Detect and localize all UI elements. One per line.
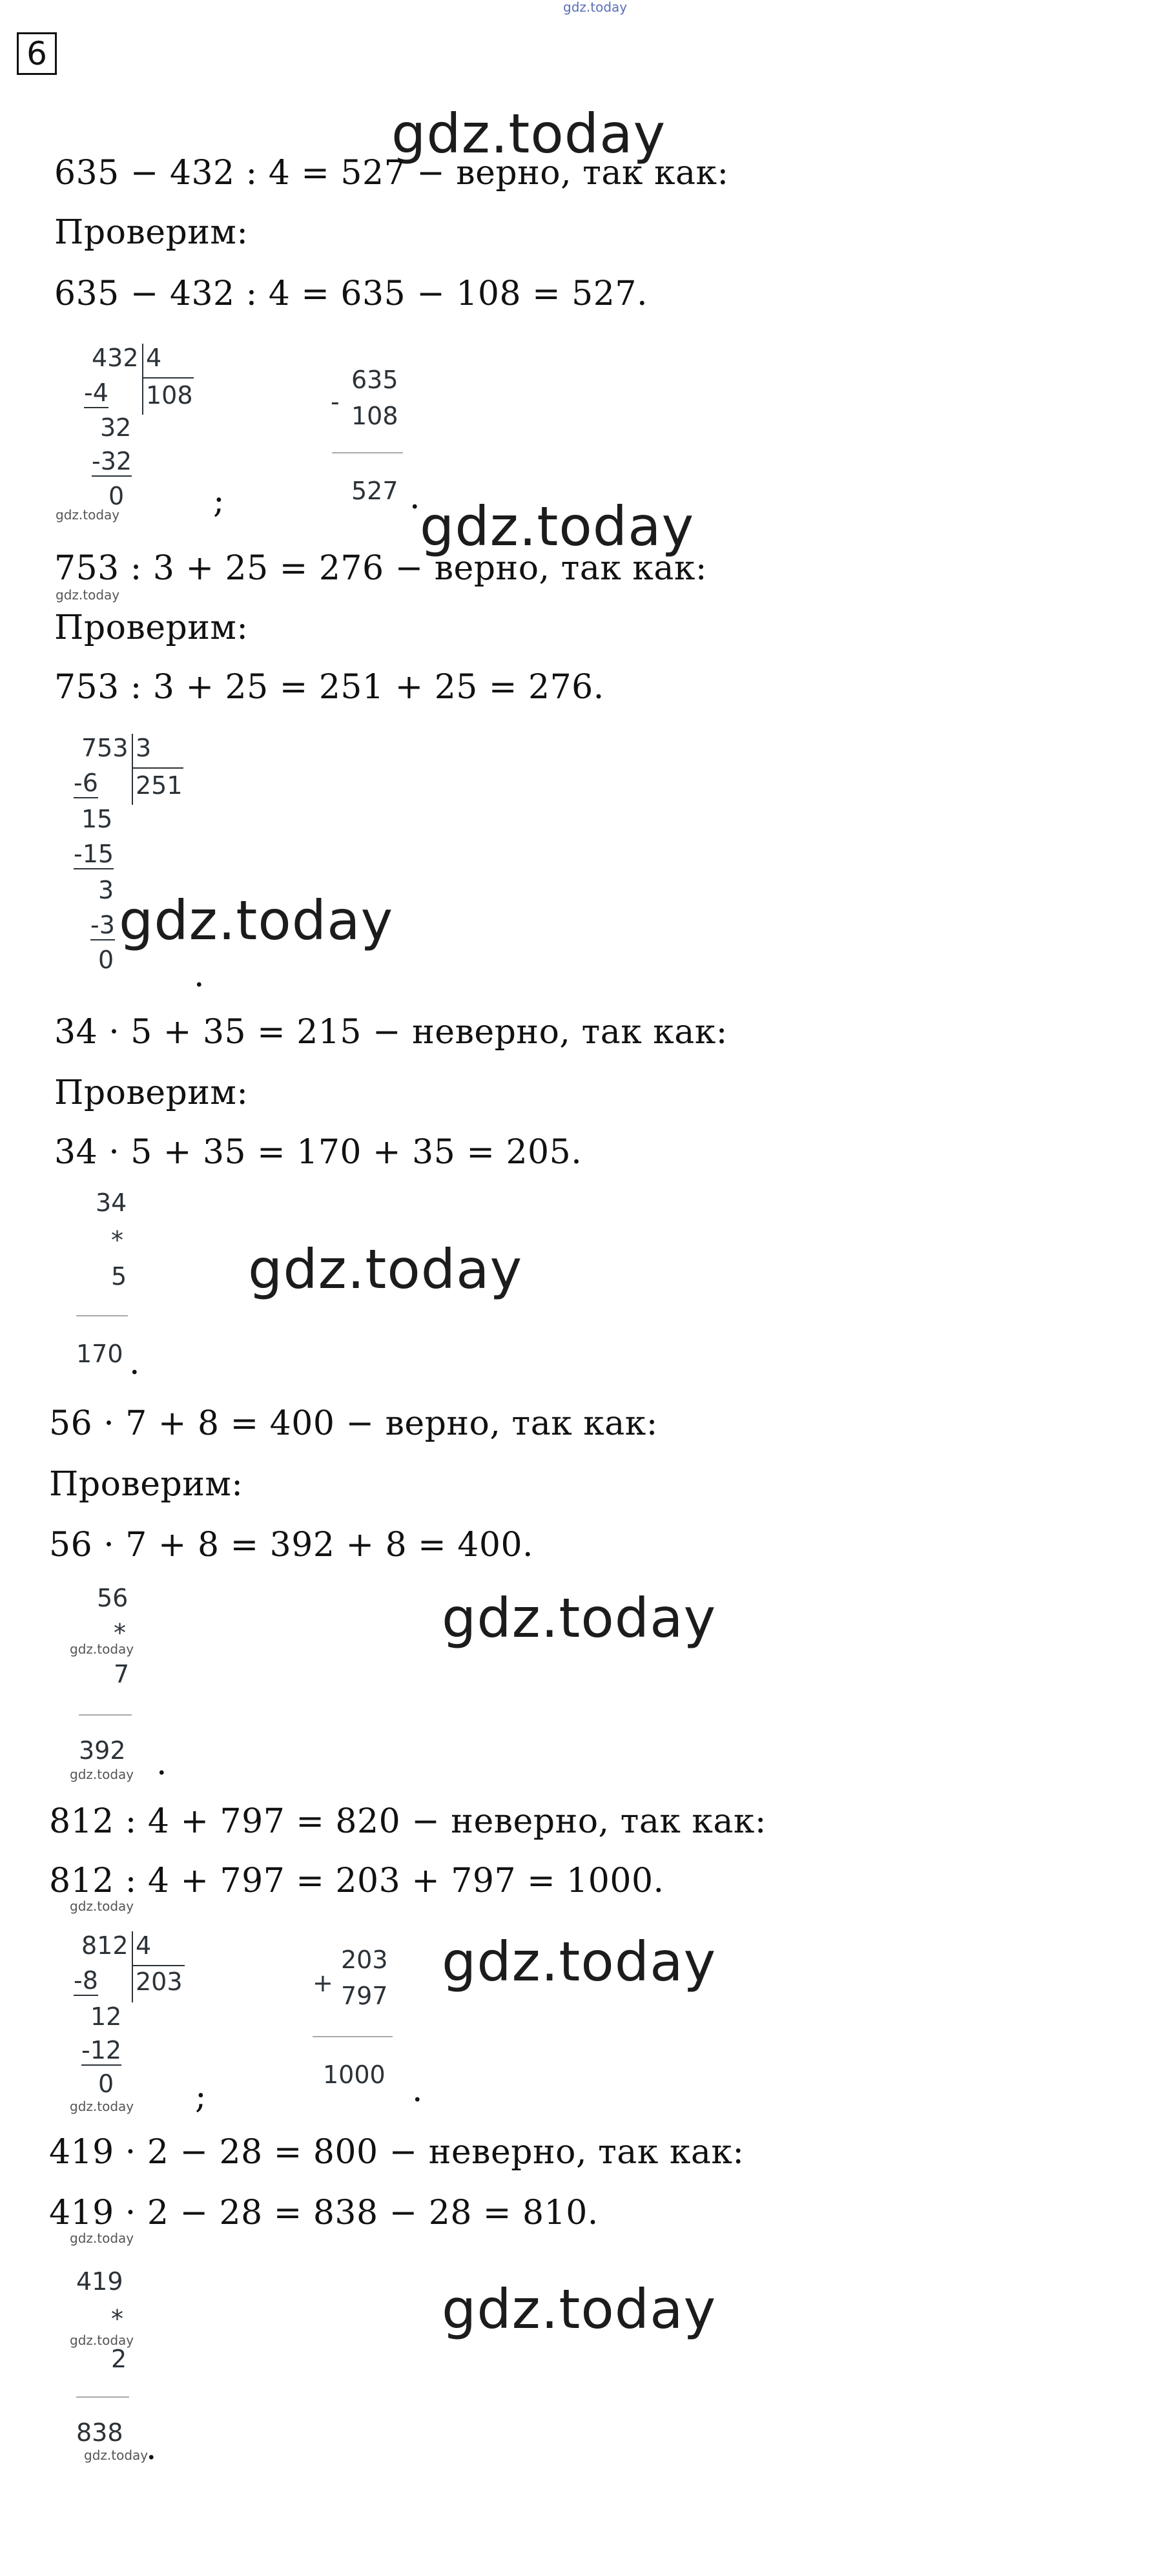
dividend: 812: [81, 1931, 129, 1960]
division-step: 32: [100, 413, 132, 442]
product: 392: [79, 1736, 126, 1765]
factor: 2: [111, 2345, 127, 2373]
division-step: -32: [92, 447, 132, 475]
factor: 5: [111, 1262, 127, 1291]
semicolon: ;: [213, 482, 225, 521]
semicolon: ;: [195, 2077, 207, 2116]
check-label: Проверим:: [54, 1074, 249, 1112]
expression-line: 34 · 5 + 35 = 215 − неверно, так как:: [54, 1013, 728, 1052]
quotient: 251: [136, 771, 183, 800]
dividend: 753: [81, 734, 129, 762]
addend: 203: [341, 1946, 388, 1974]
expression-line: 56 · 7 + 8 = 400 − верно, так как:: [49, 1404, 658, 1443]
expression-line: 812 : 4 + 797 = 820 − неверно, так как:: [49, 1802, 767, 1841]
small-watermark: gdz.today: [70, 2099, 134, 2114]
task-number: 6: [17, 32, 57, 75]
period: .: [129, 1344, 141, 1382]
quotient: 108: [146, 381, 193, 410]
period: .: [409, 478, 421, 517]
factor: 34: [96, 1189, 127, 1217]
operation-sign: *: [114, 1619, 126, 1647]
division-step: 15: [81, 805, 113, 833]
watermark: gdz.today: [442, 1930, 717, 1993]
check-label: Проверим:: [54, 608, 249, 647]
period: .: [156, 1744, 168, 1783]
dividend: 432: [92, 344, 139, 372]
addend: 797: [341, 1982, 388, 2010]
division-step: 0: [108, 482, 125, 510]
operation-sign: *: [111, 1226, 123, 1254]
product: 170: [76, 1340, 123, 1368]
small-watermark: gdz.today: [70, 2332, 134, 2348]
watermark: gdz.today: [442, 1586, 717, 1650]
top-watermark: gdz.today: [563, 0, 628, 15]
divisor: 4: [146, 344, 162, 372]
expression-line: 753 : 3 + 25 = 276 − верно, так как:: [54, 549, 707, 588]
divisor: 4: [136, 1931, 152, 1960]
expression-line: 419 · 2 − 28 = 800 − неверно, так как:: [49, 2133, 745, 2172]
division-step: -4: [84, 379, 108, 407]
check-label: Проверим:: [54, 213, 249, 252]
watermark: gdz.today: [119, 889, 394, 952]
division-step: 3: [98, 876, 114, 904]
check-label: Проверим:: [49, 1465, 243, 1504]
minuend: 635: [351, 366, 398, 394]
small-watermark: gdz.today: [84, 2447, 149, 2463]
check-line: 34 · 5 + 35 = 170 + 35 = 205.: [54, 1133, 582, 1172]
product: 838: [76, 2418, 123, 2447]
period: .: [194, 956, 205, 995]
small-watermark: gdz.today: [70, 2230, 134, 2246]
division-step: -15: [74, 840, 114, 868]
check-line: 753 : 3 + 25 = 251 + 25 = 276.: [54, 668, 604, 707]
division-step: -12: [81, 2036, 122, 2064]
watermark: gdz.today: [420, 495, 695, 558]
subtrahend: 108: [351, 402, 398, 430]
watermark: gdz.today: [248, 1238, 523, 1301]
period: .: [412, 2071, 424, 2110]
check-line: 635 − 432 : 4 = 635 − 108 = 527.: [54, 275, 648, 313]
small-watermark: gdz.today: [70, 1898, 134, 1914]
division-step: 0: [98, 2070, 114, 2098]
check-line: 419 · 2 − 28 = 838 − 28 = 810.: [49, 2194, 599, 2232]
quotient: 203: [136, 1968, 183, 1996]
division-step: -8: [74, 1966, 98, 1995]
sum: 1000: [323, 2061, 386, 2089]
difference: 527: [351, 477, 398, 505]
division-step: -3: [90, 911, 115, 939]
watermark: gdz.today: [442, 2278, 717, 2341]
division-step: 0: [98, 946, 114, 974]
divisor: 3: [136, 734, 152, 762]
operation-sign: -: [331, 388, 340, 416]
division-step: -6: [74, 769, 98, 797]
period: .: [146, 2429, 158, 2467]
check-line: 56 · 7 + 8 = 392 + 8 = 400.: [49, 1526, 534, 1564]
factor: 56: [97, 1584, 129, 1612]
expression-line: 635 − 432 : 4 = 527 − верно, так как:: [54, 154, 729, 192]
check-line: 812 : 4 + 797 = 203 + 797 = 1000.: [49, 1862, 664, 1900]
small-watermark: gdz.today: [56, 507, 120, 523]
small-watermark: gdz.today: [56, 587, 120, 603]
watermark: gdz.today: [391, 102, 666, 165]
small-watermark: gdz.today: [70, 1641, 134, 1657]
division-step: 12: [90, 2002, 122, 2031]
factor: 419: [76, 2267, 123, 2296]
operation-sign: *: [111, 2305, 123, 2333]
small-watermark: gdz.today: [70, 1767, 134, 1782]
factor: 7: [114, 1660, 130, 1688]
operation-sign: +: [313, 1969, 333, 1997]
